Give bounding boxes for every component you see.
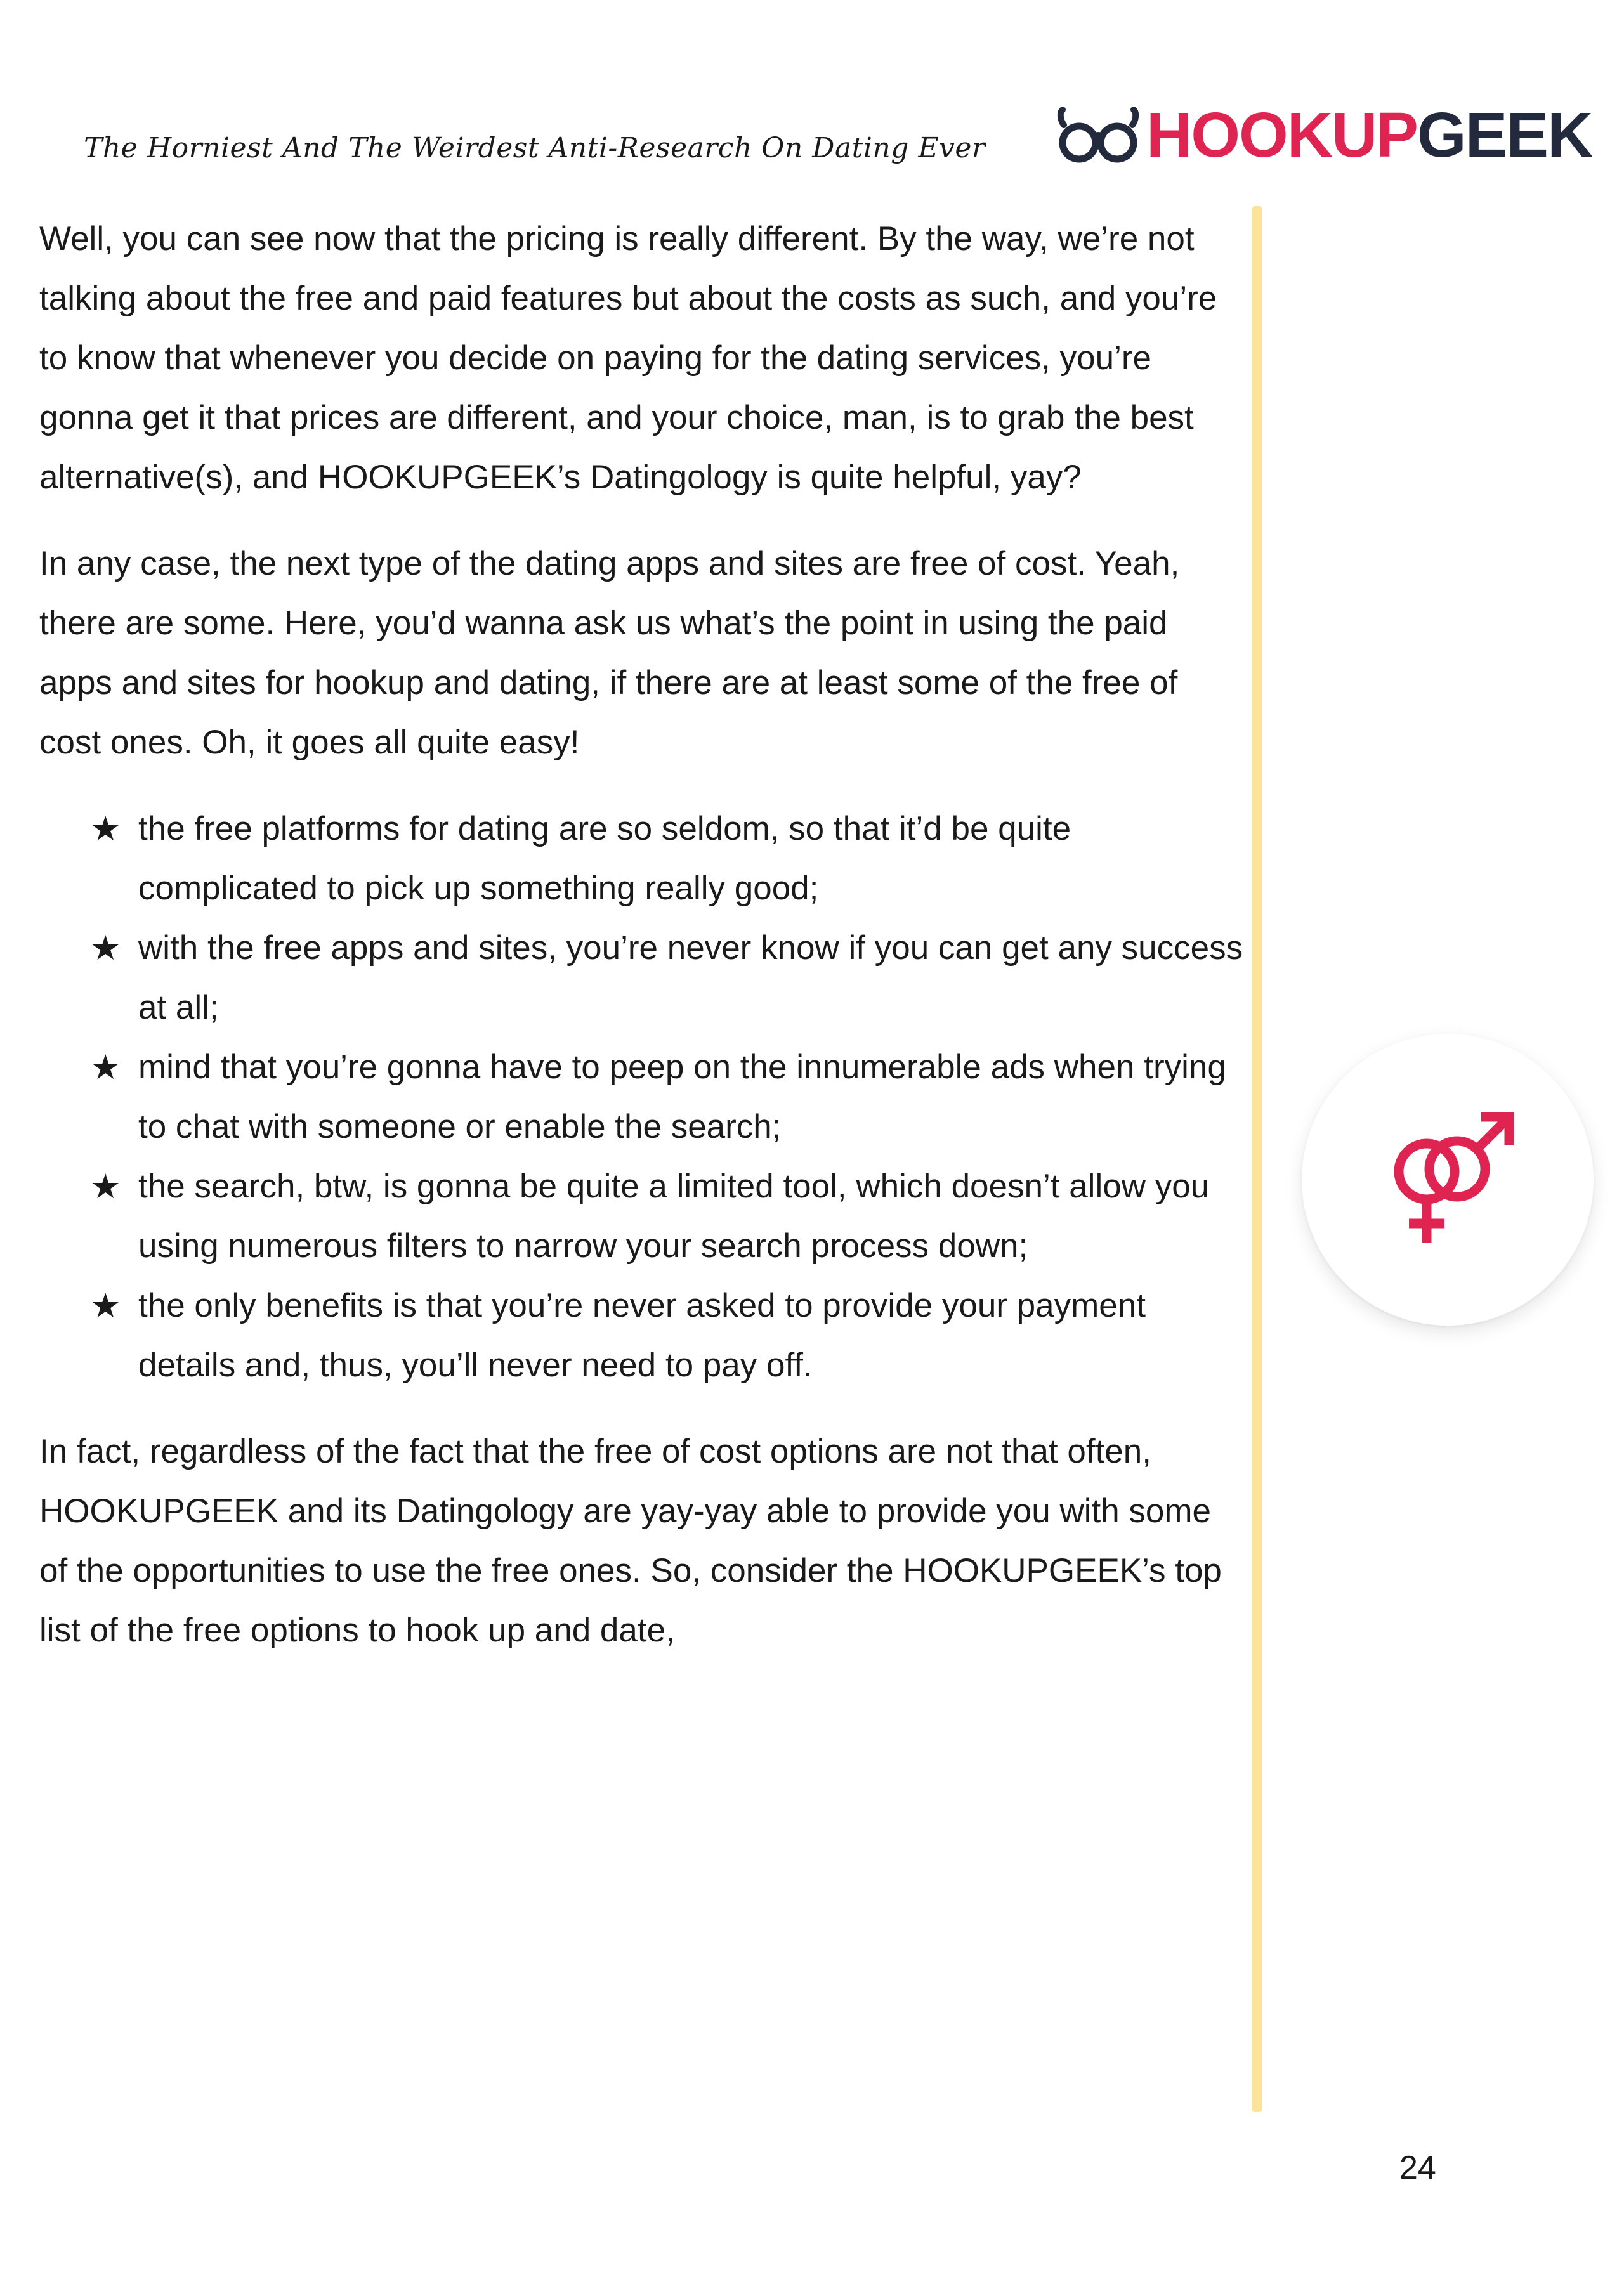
paragraph: In fact, regardless of the fact that the free of cost options are not that often, HOOKUPGEEK and its Datingology are yay-yay able to provide you with some of the opportunities to use the free ones. So, consider the HOOKUPGEEK’s top list of the free options to hook up and date, bbox=[39, 1433, 1222, 1649]
list-item-text: the search, btw, is gonna be quite a limited tool, which doesn’t allow you using numerous filters to narrow your search process down; bbox=[138, 1168, 1210, 1265]
glasses-icon bbox=[1056, 106, 1140, 164]
list-item bbox=[39, 799, 1245, 918]
main-content bbox=[39, 209, 1245, 1687]
list-item-text: the free platforms for dating are so seldom, so that it’d be quite complicated to pick up something really good; bbox=[138, 810, 1071, 907]
page-number: 24 bbox=[1399, 2149, 1436, 2186]
bullet-list bbox=[39, 799, 1245, 1395]
gender-symbols-icon bbox=[1375, 1107, 1521, 1253]
logo-text-geek: GEEK bbox=[1417, 99, 1592, 171]
hookupgeek-logo bbox=[1056, 100, 1592, 170]
star-icon: ★ bbox=[90, 810, 121, 848]
star-icon: ★ bbox=[90, 1168, 121, 1206]
star-icon: ★ bbox=[90, 1048, 121, 1086]
star-icon: ★ bbox=[90, 1287, 121, 1325]
paragraph: In any case, the next type of the dating apps and sites are free of cost. Yeah, there are some. Here, you’d wanna ask us what’s the point in using the paid apps and sites for hookup and dating, if there are at least some of the free of cost ones. Oh, it goes all quite easy! bbox=[39, 545, 1180, 761]
list-item-text: mind that you’re gonna have to peep on the innumerable ads when trying to chat with someone or enable the search; bbox=[138, 1048, 1226, 1145]
list-item bbox=[39, 918, 1245, 1038]
list-item bbox=[39, 1038, 1245, 1157]
sidebar-divider bbox=[1252, 206, 1262, 2112]
logo-text-hookup: HOOKUP bbox=[1146, 99, 1417, 171]
gender-badge bbox=[1302, 1034, 1594, 1326]
list-item bbox=[39, 1157, 1245, 1276]
star-icon: ★ bbox=[90, 929, 121, 967]
list-item-text: with the free apps and sites, you’re never know if you can get any success at all; bbox=[138, 929, 1243, 1026]
list-item-text: the only benefits is that you’re never asked to provide your payment details and, thus, you’ll never need to pay off. bbox=[138, 1287, 1146, 1384]
paragraph: Well, you can see now that the pricing is really different. By the way, we’re not talking about the free and paid features but about the costs as such, and you’re to know that whenever you decide on paying for the dating services, you’re gonna get it that prices are different, and your choice, man, is to grab the best alternative(s), and HOOKUPGEEK’s Datingology is quite helpful, yay? bbox=[39, 220, 1217, 496]
list-item bbox=[39, 1276, 1245, 1395]
document-tagline: The Horniest And The Weirdest Anti-Research On Dating Ever bbox=[84, 132, 986, 164]
